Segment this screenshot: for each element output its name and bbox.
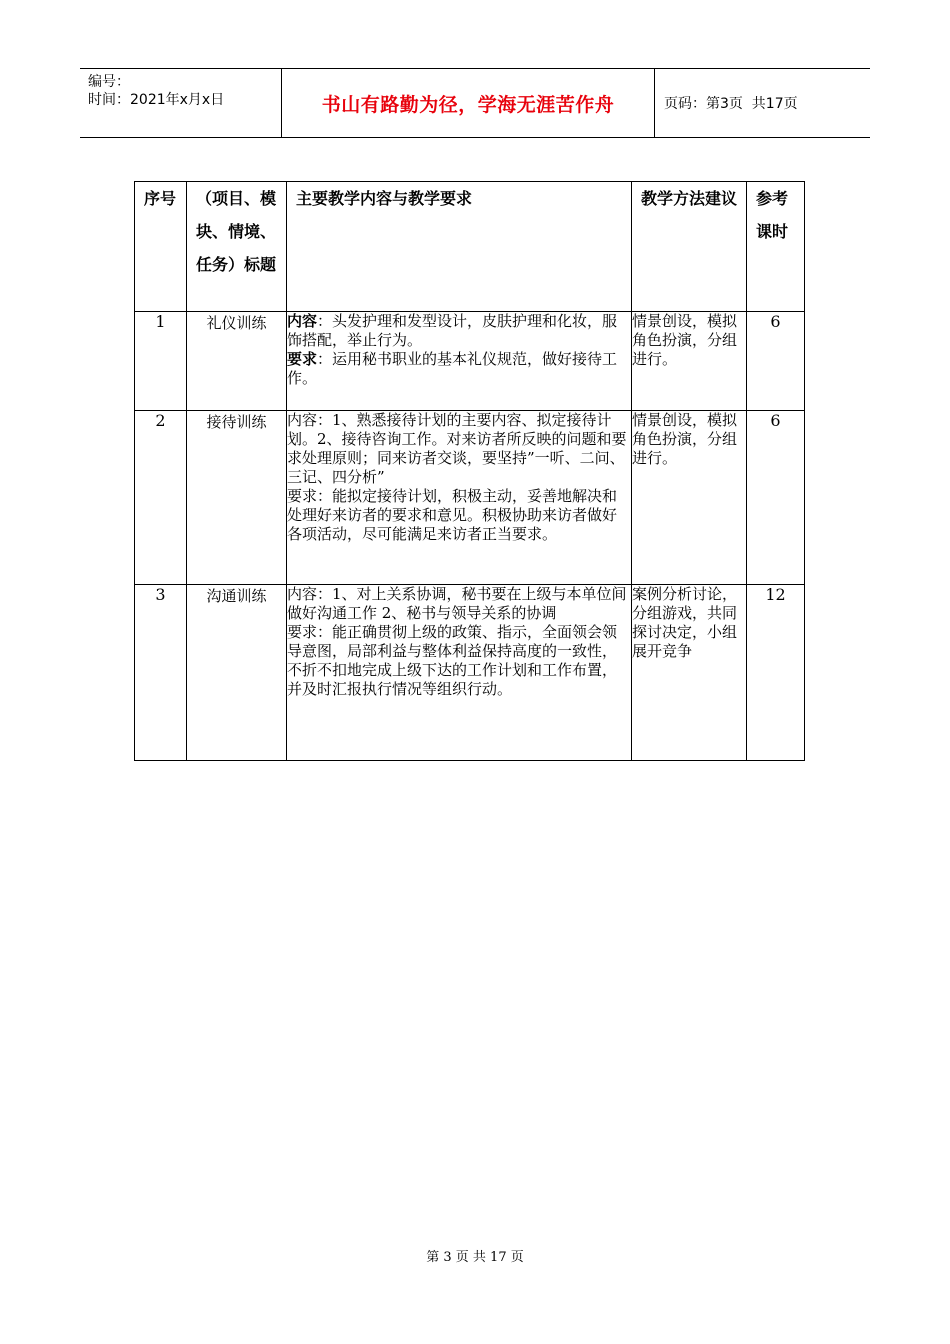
requirement-paragraph: 要求：能正确贯彻上级的政策、指示，全面领会领导意图，局部利益与整体利益保持高度的一致性，不折不扣地完成上级下达的工作计划和工作布置，并及时汇报执行情况等组织行动。 (287, 623, 618, 698)
row-seq: 2 (135, 411, 187, 585)
content-text: ：头发护理和发型设计，皮肤护理和化妆，服饰搭配，举止行为。 (287, 312, 618, 349)
row-hours: 6 (747, 411, 805, 585)
page-info: 页码：第3页 共17页 (664, 96, 798, 112)
header-meta-cell (80, 69, 282, 137)
table-row (135, 585, 805, 761)
header-method: 教学方法建议 (632, 182, 747, 312)
row-hours: 12 (747, 585, 805, 761)
motto-text: 书山有路勤为径，学海无涯苦作舟 (321, 93, 615, 116)
row-content (287, 312, 632, 411)
content-paragraph: 内容：1、对上关系协调，秘书要在上级与本单位间做好沟通工作 2、秘书与领导关系的协调 (287, 585, 627, 622)
row-hours: 6 (747, 312, 805, 411)
row-content (287, 411, 632, 585)
header-seq: 序号 (135, 182, 187, 312)
row-title: 礼仪训练 (187, 312, 287, 411)
requirement-label: 要求 (287, 350, 318, 368)
table-row (135, 411, 805, 585)
row-title: 接待训练 (187, 411, 287, 585)
row-method: 案例分析讨论，分组游戏，共同探讨决定，小组展开竞争 (632, 585, 747, 761)
row-content (287, 585, 632, 761)
header-hours: 参考课时 (747, 182, 805, 312)
row-title: 沟通训练 (187, 585, 287, 761)
content-paragraph (287, 312, 631, 350)
header-content: 主要教学内容与教学要求 (287, 182, 632, 312)
header-motto-cell (282, 69, 655, 137)
page-header (80, 68, 870, 138)
header-title: （项目、模块、情境、任务）标题 (187, 182, 287, 312)
row-method: 情景创设，模拟角色扮演，分组进行。 (632, 411, 747, 585)
requirement-paragraph: 要求：能拟定接待计划，积极主动，妥善地解决和处理好来访者的要求和意见。积极协助来访者做好各项活动，尽可能满足来访者正当要求。 (287, 487, 618, 543)
content-label: 内容 (287, 312, 318, 330)
teaching-plan-table (134, 181, 805, 761)
header-page-cell (655, 69, 870, 137)
content-paragraph: 内容：1、熟悉接待计划的主要内容、拟定接待计划。2、接待咨询工作。对来访者所反映的问题和要求处理原则；同来访者交谈，要坚持”一听、二问、三记、四分析” (287, 411, 627, 486)
row-seq: 3 (135, 585, 187, 761)
row-seq: 1 (135, 312, 187, 411)
number-label: 编号： (88, 74, 130, 90)
time-label: 时间：2021年x月x日 (88, 92, 225, 108)
requirement-paragraph (287, 350, 631, 388)
table-row (135, 312, 805, 411)
table-header-row (135, 182, 805, 312)
row-method: 情景创设，模拟角色扮演，分组进行。 (632, 312, 747, 411)
page-footer: 第 3 页 共 17 页 (426, 1250, 524, 1265)
requirement-text: ：运用秘书职业的基本礼仪规范，做好接待工作。 (287, 350, 618, 387)
